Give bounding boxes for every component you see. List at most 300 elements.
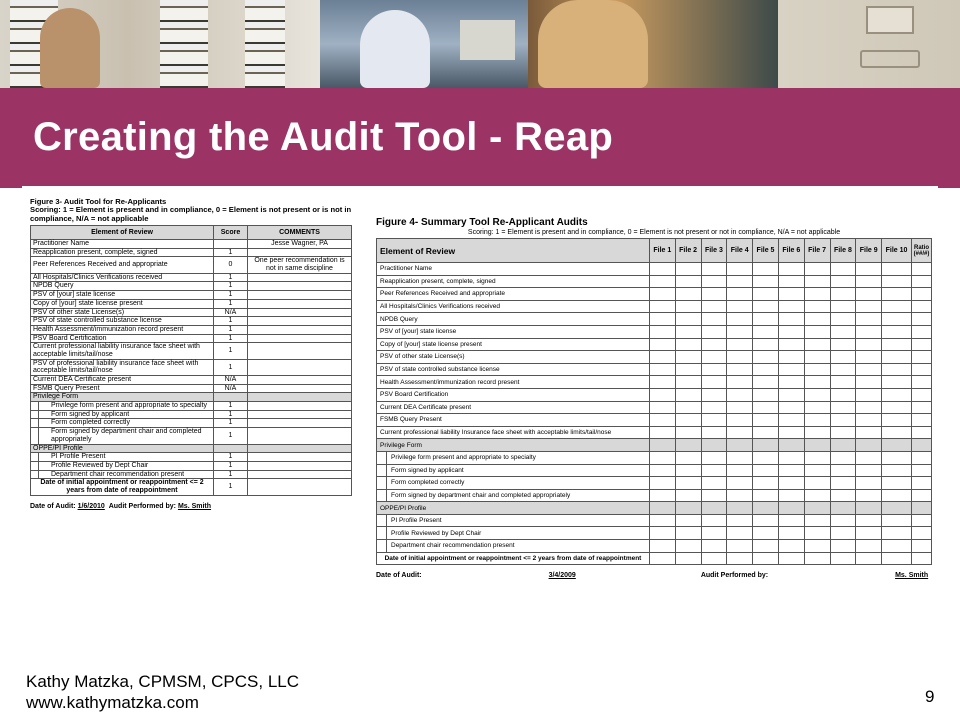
audit-performed-label: Audit Performed by: bbox=[700, 572, 769, 580]
table-row bbox=[377, 263, 932, 276]
data-cell bbox=[753, 502, 779, 515]
comment-cell bbox=[248, 376, 352, 385]
section-label: OPPE/PI Profile bbox=[31, 444, 214, 453]
data-cell bbox=[882, 514, 912, 527]
score-cell: N/A bbox=[214, 384, 248, 393]
figure-4-audit-footer bbox=[376, 572, 932, 579]
data-cell bbox=[727, 451, 753, 464]
summary-table-body bbox=[377, 263, 932, 565]
data-cell bbox=[912, 363, 932, 376]
table-row bbox=[31, 343, 352, 359]
data-cell bbox=[882, 426, 912, 439]
element-cell: PSV of state controlled substance license bbox=[377, 363, 650, 376]
score-cell: 1 bbox=[214, 419, 248, 428]
indent-cell bbox=[31, 453, 39, 462]
element-cell: NPDB Query bbox=[377, 313, 650, 326]
data-cell bbox=[675, 376, 701, 389]
data-cell bbox=[753, 288, 779, 301]
data-cell bbox=[727, 263, 753, 276]
data-cell bbox=[830, 388, 856, 401]
data-cell bbox=[856, 451, 882, 464]
data-cell bbox=[778, 540, 804, 553]
element-cell: Current professional liability insurance face sheet with acceptable limits/tail/nose bbox=[31, 343, 214, 359]
indent-cell bbox=[377, 451, 387, 464]
element-cell: Form completed correctly bbox=[387, 477, 650, 490]
data-cell bbox=[701, 439, 727, 452]
data-cell bbox=[649, 363, 675, 376]
data-cell bbox=[856, 263, 882, 276]
data-cell bbox=[830, 464, 856, 477]
section-label: Privilege Form bbox=[31, 393, 214, 402]
table-row bbox=[31, 325, 352, 334]
section-label: OPPE/PI Profile bbox=[377, 502, 650, 515]
data-cell bbox=[912, 489, 932, 502]
figure-3-audit-tool bbox=[30, 198, 352, 510]
data-cell bbox=[882, 401, 912, 414]
data-cell bbox=[675, 300, 701, 313]
element-cell: PSV Board Certification bbox=[377, 388, 650, 401]
score-cell: 1 bbox=[214, 479, 248, 495]
indent-cell bbox=[377, 477, 387, 490]
data-cell bbox=[830, 376, 856, 389]
data-cell bbox=[804, 288, 830, 301]
comment-cell bbox=[248, 334, 352, 343]
data-cell bbox=[675, 527, 701, 540]
indent-cell bbox=[31, 402, 39, 411]
data-cell bbox=[753, 552, 779, 565]
data-cell bbox=[753, 351, 779, 364]
data-cell bbox=[753, 540, 779, 553]
data-cell bbox=[753, 263, 779, 276]
table-row bbox=[31, 376, 352, 385]
element-cell: Form signed by applicant bbox=[387, 464, 650, 477]
table-row bbox=[31, 282, 352, 291]
summary-table bbox=[376, 238, 932, 565]
data-cell bbox=[882, 376, 912, 389]
indent-cell bbox=[377, 540, 387, 553]
data-cell bbox=[856, 351, 882, 364]
figure-4-summary-tool bbox=[376, 217, 932, 579]
data-cell bbox=[882, 477, 912, 490]
data-cell bbox=[830, 426, 856, 439]
data-cell bbox=[912, 464, 932, 477]
element-cell: NPDB Query bbox=[31, 282, 214, 291]
element-cell: PSV of other state License(s) bbox=[377, 351, 650, 364]
data-cell bbox=[727, 514, 753, 527]
data-cell bbox=[882, 325, 912, 338]
score-cell: 1 bbox=[214, 343, 248, 359]
audit-performed-value: Ms. Smith bbox=[177, 502, 212, 510]
table-row bbox=[377, 426, 932, 439]
data-cell bbox=[882, 388, 912, 401]
data-cell bbox=[856, 540, 882, 553]
data-cell bbox=[778, 514, 804, 527]
data-cell bbox=[649, 288, 675, 301]
data-cell bbox=[701, 263, 727, 276]
data-cell bbox=[727, 388, 753, 401]
data-cell bbox=[830, 325, 856, 338]
data-cell bbox=[856, 514, 882, 527]
data-cell bbox=[675, 401, 701, 414]
table-row bbox=[31, 428, 352, 444]
data-cell bbox=[675, 464, 701, 477]
data-cell bbox=[912, 300, 932, 313]
data-cell bbox=[778, 313, 804, 326]
data-cell bbox=[753, 325, 779, 338]
indent-cell bbox=[31, 461, 39, 470]
element-cell: FSMB Query Present bbox=[377, 414, 650, 427]
section-row bbox=[377, 502, 932, 515]
data-cell bbox=[830, 540, 856, 553]
data-cell bbox=[727, 426, 753, 439]
data-cell bbox=[701, 300, 727, 313]
data-cell bbox=[804, 325, 830, 338]
table-row bbox=[31, 240, 352, 249]
element-cell: Profile Reviewed by Dept Chair bbox=[387, 527, 650, 540]
comment-cell bbox=[248, 393, 352, 402]
score-cell: 1 bbox=[214, 291, 248, 300]
data-cell bbox=[701, 275, 727, 288]
data-cell bbox=[804, 489, 830, 502]
data-cell bbox=[912, 514, 932, 527]
data-cell bbox=[753, 313, 779, 326]
data-cell bbox=[912, 338, 932, 351]
score-cell: 1 bbox=[214, 428, 248, 444]
table-row bbox=[377, 363, 932, 376]
data-cell bbox=[856, 288, 882, 301]
column-header-file: File 7 bbox=[804, 239, 830, 263]
data-cell bbox=[778, 351, 804, 364]
data-cell bbox=[727, 351, 753, 364]
data-cell bbox=[778, 288, 804, 301]
element-cell: Health Assessment/immunization record present bbox=[31, 325, 214, 334]
data-cell bbox=[727, 401, 753, 414]
data-cell bbox=[830, 300, 856, 313]
data-cell bbox=[701, 401, 727, 414]
data-cell bbox=[830, 451, 856, 464]
element-cell: Copy of [your] state license present bbox=[31, 299, 214, 308]
figure-3-audit-footer bbox=[30, 503, 352, 511]
column-header-file: File 10 bbox=[882, 239, 912, 263]
table-row bbox=[31, 419, 352, 428]
column-header-ratio: Ratio (##/#) bbox=[912, 239, 932, 263]
data-cell bbox=[753, 363, 779, 376]
element-cell: Form signed by applicant bbox=[39, 410, 214, 419]
data-cell bbox=[912, 540, 932, 553]
table-row bbox=[377, 451, 932, 464]
element-cell: Practitioner Name bbox=[377, 263, 650, 276]
data-cell bbox=[727, 439, 753, 452]
data-cell bbox=[649, 275, 675, 288]
data-cell bbox=[753, 338, 779, 351]
data-cell bbox=[830, 414, 856, 427]
data-cell bbox=[753, 464, 779, 477]
data-cell bbox=[882, 464, 912, 477]
data-cell bbox=[882, 275, 912, 288]
data-cell bbox=[727, 540, 753, 553]
date-of-audit-value: 1/6/2010 bbox=[77, 502, 105, 510]
data-cell bbox=[882, 451, 912, 464]
data-cell bbox=[856, 502, 882, 515]
data-cell bbox=[830, 313, 856, 326]
table-row bbox=[31, 470, 352, 479]
slide-title: Creating the Audit Tool - Reap bbox=[33, 115, 614, 159]
score-cell: 1 bbox=[214, 282, 248, 291]
data-cell bbox=[649, 414, 675, 427]
comment-cell: One peer recommendation is not in same discipline bbox=[248, 257, 352, 273]
person-image bbox=[40, 8, 100, 88]
table-row bbox=[377, 464, 932, 477]
data-cell bbox=[912, 439, 932, 452]
indent-cell bbox=[31, 428, 39, 444]
comment-cell bbox=[248, 461, 352, 470]
data-cell bbox=[830, 502, 856, 515]
data-cell bbox=[778, 527, 804, 540]
data-cell bbox=[649, 439, 675, 452]
data-cell bbox=[804, 426, 830, 439]
data-cell bbox=[753, 401, 779, 414]
data-cell bbox=[649, 426, 675, 439]
data-cell bbox=[675, 338, 701, 351]
comment-cell bbox=[248, 428, 352, 444]
data-cell bbox=[912, 376, 932, 389]
date-of-audit-value: 3/4/2009 bbox=[548, 572, 576, 580]
data-cell bbox=[830, 263, 856, 276]
data-cell bbox=[727, 502, 753, 515]
element-cell: All Hospitals/Clinics Verifications received bbox=[31, 273, 214, 282]
date-of-audit-label: Date of Audit: bbox=[30, 502, 76, 510]
data-cell bbox=[778, 439, 804, 452]
data-cell bbox=[778, 263, 804, 276]
data-cell bbox=[675, 439, 701, 452]
data-cell bbox=[830, 351, 856, 364]
section-row bbox=[31, 444, 352, 453]
table-row bbox=[377, 552, 932, 565]
data-cell bbox=[804, 388, 830, 401]
table-row bbox=[377, 414, 932, 427]
score-cell: 1 bbox=[214, 317, 248, 326]
data-cell bbox=[912, 263, 932, 276]
data-cell bbox=[778, 275, 804, 288]
data-cell bbox=[675, 514, 701, 527]
data-cell bbox=[830, 338, 856, 351]
photo-file-room bbox=[0, 0, 320, 88]
table-row bbox=[377, 401, 932, 414]
table-row bbox=[377, 288, 932, 301]
element-cell: Form signed by department chair and completed appropriately bbox=[39, 428, 214, 444]
table-row bbox=[377, 540, 932, 553]
data-cell bbox=[912, 325, 932, 338]
data-cell bbox=[753, 414, 779, 427]
data-cell bbox=[804, 351, 830, 364]
score-cell: 1 bbox=[214, 410, 248, 419]
author-website[interactable]: www.kathymatzka.com bbox=[26, 693, 199, 712]
indent-cell bbox=[31, 410, 39, 419]
column-header-file: File 9 bbox=[856, 239, 882, 263]
data-cell bbox=[675, 502, 701, 515]
indent-cell bbox=[377, 514, 387, 527]
data-cell bbox=[882, 527, 912, 540]
data-cell bbox=[701, 376, 727, 389]
data-cell bbox=[727, 477, 753, 490]
table-row bbox=[31, 299, 352, 308]
table-row bbox=[31, 308, 352, 317]
data-cell bbox=[804, 263, 830, 276]
score-cell: 1 bbox=[214, 461, 248, 470]
data-cell bbox=[701, 527, 727, 540]
data-cell bbox=[727, 363, 753, 376]
data-cell bbox=[727, 325, 753, 338]
element-cell: Current DEA Certificate present bbox=[377, 401, 650, 414]
data-cell bbox=[882, 338, 912, 351]
indent-cell bbox=[377, 489, 387, 502]
data-cell bbox=[675, 263, 701, 276]
data-cell bbox=[912, 502, 932, 515]
data-cell bbox=[701, 477, 727, 490]
data-cell bbox=[804, 552, 830, 565]
data-cell bbox=[830, 527, 856, 540]
data-cell bbox=[675, 388, 701, 401]
comment-cell bbox=[248, 299, 352, 308]
element-cell: Current professional liability Insurance face sheet with acceptable limits/tail/nose bbox=[377, 426, 650, 439]
data-cell bbox=[753, 527, 779, 540]
data-cell bbox=[753, 300, 779, 313]
table-row bbox=[31, 479, 352, 495]
data-cell bbox=[856, 275, 882, 288]
element-cell: Form completed correctly bbox=[39, 419, 214, 428]
element-cell: FSMB Query Present bbox=[31, 384, 214, 393]
element-cell: Privilege form present and appropriate to specialty bbox=[387, 451, 650, 464]
table-row bbox=[31, 273, 352, 282]
score-cell bbox=[214, 240, 248, 249]
data-cell bbox=[675, 313, 701, 326]
score-cell: 1 bbox=[214, 470, 248, 479]
comment-cell bbox=[248, 402, 352, 411]
data-cell bbox=[753, 451, 779, 464]
data-cell bbox=[753, 477, 779, 490]
data-cell bbox=[856, 376, 882, 389]
data-cell bbox=[701, 363, 727, 376]
data-cell bbox=[912, 527, 932, 540]
table-row bbox=[377, 300, 932, 313]
data-cell bbox=[778, 338, 804, 351]
table-row bbox=[377, 275, 932, 288]
element-cell: Health Assessment/immunization record present bbox=[377, 376, 650, 389]
data-cell bbox=[701, 288, 727, 301]
data-cell bbox=[649, 489, 675, 502]
comment-cell bbox=[248, 325, 352, 334]
data-cell bbox=[856, 552, 882, 565]
column-header-file: File 4 bbox=[727, 239, 753, 263]
data-cell bbox=[856, 363, 882, 376]
element-cell: Practitioner Name bbox=[31, 240, 214, 249]
data-cell bbox=[804, 313, 830, 326]
data-cell bbox=[649, 263, 675, 276]
data-cell bbox=[675, 363, 701, 376]
data-cell bbox=[675, 288, 701, 301]
data-cell bbox=[882, 489, 912, 502]
data-cell bbox=[830, 363, 856, 376]
data-cell bbox=[856, 439, 882, 452]
score-cell: 1 bbox=[214, 248, 248, 257]
data-cell bbox=[912, 401, 932, 414]
file-shelf-image bbox=[245, 0, 285, 88]
comment-cell bbox=[248, 282, 352, 291]
table-row bbox=[377, 477, 932, 490]
data-cell bbox=[649, 464, 675, 477]
table-row bbox=[31, 257, 352, 273]
data-cell bbox=[778, 300, 804, 313]
data-cell bbox=[649, 540, 675, 553]
data-cell bbox=[649, 376, 675, 389]
data-cell bbox=[856, 401, 882, 414]
data-cell bbox=[778, 414, 804, 427]
data-cell bbox=[649, 388, 675, 401]
data-cell bbox=[778, 552, 804, 565]
comment-cell bbox=[248, 248, 352, 257]
comment-cell bbox=[248, 470, 352, 479]
score-cell: 1 bbox=[214, 325, 248, 334]
data-cell bbox=[701, 489, 727, 502]
data-cell bbox=[830, 514, 856, 527]
file-shelf-image bbox=[160, 0, 208, 88]
data-cell bbox=[727, 464, 753, 477]
data-cell bbox=[701, 338, 727, 351]
element-cell: Profile Reviewed by Dept Chair bbox=[39, 461, 214, 470]
data-cell bbox=[882, 300, 912, 313]
data-cell bbox=[727, 338, 753, 351]
table-row bbox=[377, 514, 932, 527]
data-cell bbox=[701, 388, 727, 401]
data-cell bbox=[830, 439, 856, 452]
data-cell bbox=[649, 514, 675, 527]
data-cell bbox=[727, 288, 753, 301]
section-label: Privilege Form bbox=[377, 439, 650, 452]
score-cell: N/A bbox=[214, 376, 248, 385]
element-cell: Department chair recommendation present bbox=[39, 470, 214, 479]
comment-cell bbox=[248, 419, 352, 428]
data-cell bbox=[675, 325, 701, 338]
person-image bbox=[538, 0, 648, 88]
column-header-file: File 5 bbox=[753, 239, 779, 263]
comment-cell bbox=[248, 343, 352, 359]
indent-cell bbox=[31, 419, 39, 428]
score-cell: 1 bbox=[214, 402, 248, 411]
data-cell bbox=[778, 477, 804, 490]
data-cell bbox=[727, 527, 753, 540]
audit-performed-label: Audit Performed by: bbox=[108, 502, 177, 510]
data-cell bbox=[701, 464, 727, 477]
audit-table bbox=[30, 225, 352, 496]
data-cell bbox=[804, 464, 830, 477]
table-row bbox=[377, 489, 932, 502]
table-row bbox=[377, 313, 932, 326]
data-cell bbox=[912, 426, 932, 439]
data-cell bbox=[830, 275, 856, 288]
data-cell bbox=[856, 300, 882, 313]
element-cell: Reapplication present, complete, signed bbox=[377, 275, 650, 288]
element-cell: PSV of [your] state license bbox=[31, 291, 214, 300]
data-cell bbox=[856, 388, 882, 401]
column-header-score: Score bbox=[214, 226, 248, 240]
data-cell bbox=[856, 313, 882, 326]
data-cell bbox=[675, 552, 701, 565]
data-cell bbox=[856, 527, 882, 540]
data-cell bbox=[649, 338, 675, 351]
data-cell bbox=[701, 552, 727, 565]
element-cell: Date of initial appointment or reappointment <= 2 years from date of reappointment bbox=[377, 552, 650, 565]
data-cell bbox=[912, 451, 932, 464]
